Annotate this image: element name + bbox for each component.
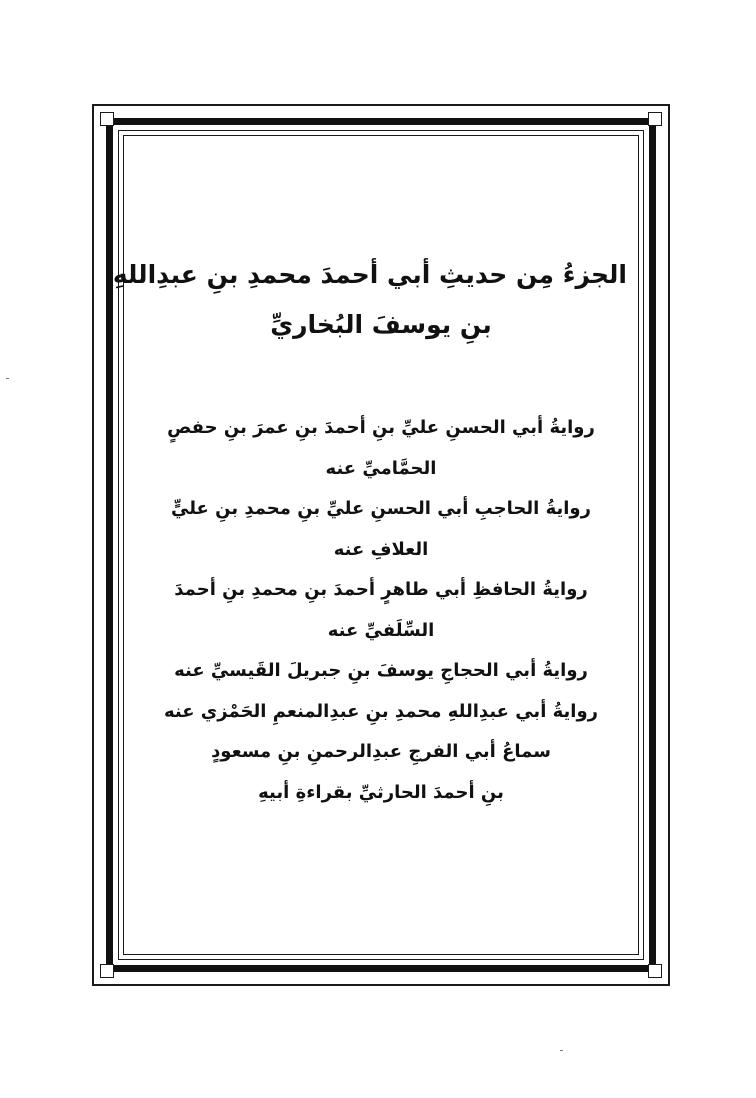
- transmission-line: الحمَّاميِّ عنه: [325, 457, 437, 479]
- scan-speck: [6, 378, 9, 379]
- corner-ornament-bottom-left: [100, 964, 114, 978]
- transmission-line: العلافِ عنه: [333, 538, 429, 560]
- transmission-line: سماعُ أبي الفرجِ عبدِالرحمنِ بنِ مسعودٍ: [211, 741, 551, 762]
- transmission-line: روايةُ الحافظِ أبي طاهرٍ أحمدَ بنِ محمدِ بنِ أحمدَ: [174, 579, 588, 600]
- book-title-line-2: بنِ يوسفَ البُخاريِّ: [270, 310, 492, 339]
- transmission-line: روايةُ الحاجبِ أبي الحسنِ عليِّ بنِ محمدِ بنِ عليٍّ: [171, 498, 591, 519]
- book-title-line-1: الجزءُ مِن حديثِ أبي أحمدَ محمدِ بنِ عبدِاللهِ: [112, 260, 627, 289]
- scan-speck: [560, 1050, 563, 1051]
- corner-ornament-bottom-right: [648, 964, 662, 978]
- spacer: [135, 350, 627, 408]
- title-page-content: [112, 250, 627, 813]
- corner-ornament-top-left: [100, 112, 114, 126]
- corner-ornament-top-right: [648, 112, 662, 126]
- transmission-line: بنِ أحمدَ الحارثيِّ بقراءةِ أبيهِ: [258, 781, 504, 803]
- transmission-line: روايةُ أبي عبدِاللهِ محمدِ بنِ عبدِالمنعمِ الحَمْزي عنه: [163, 700, 599, 722]
- transmission-line: روايةُ أبي الحجاجِ يوسفَ بنِ جبريلَ القَيسيِّ عنه: [174, 660, 588, 681]
- transmission-line: السِّلَفيِّ عنه: [327, 619, 435, 641]
- transmission-line: روايةُ أبي الحسنِ عليِّ بنِ أحمدَ بنِ عمرَ بنِ حفصٍ: [167, 417, 595, 438]
